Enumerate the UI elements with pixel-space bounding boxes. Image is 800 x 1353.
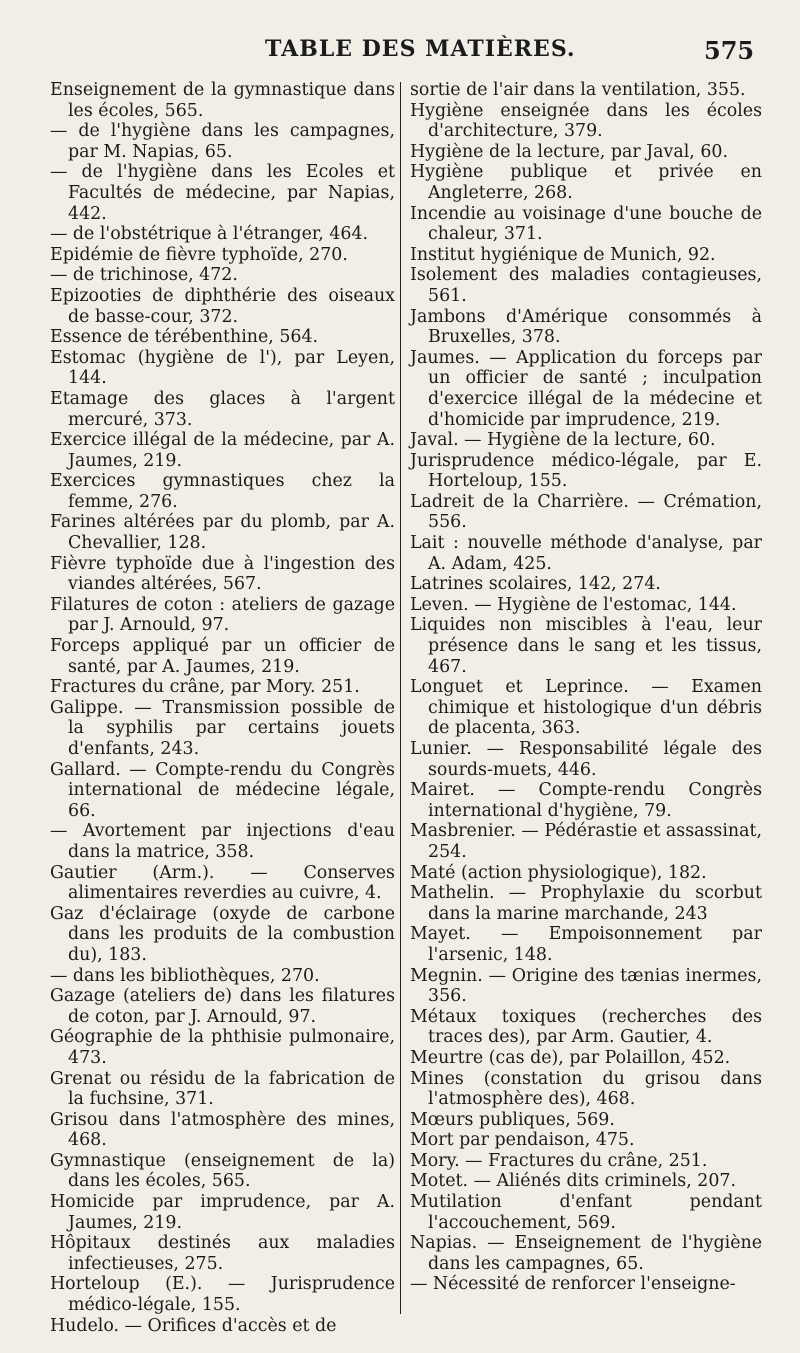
index-entry: Jaumes. — Application du forceps par un officier de santé ; inculpation d'exercice illégal de la médecine et d'homicide par imprudence, 219. [410, 347, 762, 430]
index-entry: Mutilation d'enfant pendant l'accouchement, 569. [410, 1192, 762, 1233]
index-entry: Motet. — Aliénés dits criminels, 207. [410, 1171, 736, 1192]
index-entry: Enseignement de la gymnastique dans les écoles, 565. [50, 80, 395, 121]
index-entry: sortie de l'air dans la ventilation, 355. [410, 80, 746, 100]
index-entry: Javal. — Hygiène de la lecture, 60. [410, 430, 716, 451]
index-entry: Mathelin. — Prophylaxie du scorbut dans la marine marchande, 243 [410, 883, 762, 924]
index-entry: Essence de térébenthine, 564. [50, 327, 319, 348]
index-entry: Latrines scolaires, 142, 274. [410, 574, 661, 595]
index-entry: Masbrenier. — Pédérastie et assassinat, 254. [410, 821, 762, 862]
index-entry: Forceps appliqué par un officier de santé, par A. Jaumes, 219. [50, 636, 395, 677]
index-entry: — Avortement par injections d'eau dans la matrice, 358. [50, 821, 395, 862]
index-entry: — Nécessité de renforcer l'enseigne- [410, 1274, 736, 1295]
index-entry: Gymnastique (enseignement de la) dans les écoles, 565. [50, 1150, 395, 1192]
index-entry: Grisou dans l'atmosphère des mines, 468. [50, 1109, 395, 1151]
index-entry: — dans les bibliothèques, 270. [50, 965, 320, 986]
index-entry: Gazage (ateliers de) dans les filatures de coton, par J. Arnould, 97. [50, 986, 395, 1027]
left-column [50, 80, 395, 1336]
index-entry: Fractures du crâne, par Mory. 251. [50, 677, 360, 698]
index-entry: Grenat ou résidu de la fabrication de la fuchsine, 371. [50, 1068, 395, 1110]
index-entry: — de l'hygiène dans les Ecoles et Facultés de médecine, par Napias, 442. [50, 162, 395, 224]
index-entry: — de l'obstétrique à l'étranger, 464. [50, 224, 369, 245]
index-entry: — de trichinose, 472. [50, 265, 238, 286]
index-entry: Métaux toxiques (recherches des traces des), par Arm. Gautier, 4. [410, 1006, 762, 1048]
index-entry: Epizooties de diphthérie des oiseaux de basse-cour, 372. [50, 285, 395, 327]
index-entry: Filatures de coton : ateliers de gazage par J. Arnould, 97. [50, 594, 395, 636]
index-entry: Mœurs publiques, 569. [410, 1109, 615, 1130]
index-entry: Mines (constation du grisou dans l'atmosphère des), 468. [410, 1068, 762, 1110]
index-entry: Incendie au voisinage d'une bouche de chaleur, 371. [410, 203, 762, 245]
index-entry: Megnin. — Origine des tænias inermes, 356. [410, 965, 762, 1007]
index-entry: Géographie de la phthisie pulmonaire, 473. [50, 1027, 395, 1068]
index-entry: Institut hygiénique de Munich, 92. [410, 244, 716, 265]
index-entry: Leven. — Hygiène de l'estomac, 144. [410, 594, 737, 615]
index-entry: Isolement des maladies contagieuses, 561. [410, 265, 762, 306]
index-entry: Meurtre (cas de), par Polaillon, 452. [410, 1047, 731, 1068]
index-entry: Exercices gymnastiques chez la femme, 276. [50, 471, 395, 512]
index-entry: Maté (action physiologique), 182. [410, 862, 707, 883]
page-number: 575 [704, 36, 755, 65]
page-header [0, 30, 800, 70]
index-entry: Lait : nouvelle méthode d'analyse, par A. Adam, 425. [410, 533, 762, 574]
index-entry: Exercice illégal de la médecine, par A. Jaumes, 219. [50, 430, 395, 471]
index-entry: Estomac (hygiène de l'), par Leyen, 144. [50, 347, 395, 389]
index-entry: Ladreit de la Charrière. — Crémation, 556. [410, 491, 762, 533]
index-entry: Farines altérées par du plomb, par A. Chevallier, 128. [50, 512, 395, 554]
index-entry: Galippe. — Transmission possible de la syphilis par certains jouets d'enfants, 243. [50, 697, 395, 759]
index-entry: Mairet. — Compte-rendu Congrès international d'hygiène, 79. [410, 780, 762, 821]
index-entry: Homicide par imprudence, par A. Jaumes, 219. [50, 1192, 395, 1233]
right-column [410, 80, 762, 1295]
index-entry: Jambons d'Amérique consommés à Bruxelles, 378. [410, 306, 762, 348]
index-entry: Jurisprudence médico-légale, par E. Horteloup, 155. [410, 450, 762, 492]
index-entry: Gallard. — Compte-rendu du Congrès international de médecine légale, 66. [50, 759, 395, 821]
index-entry: Hôpitaux destinés aux maladies infectieuses, 275. [50, 1233, 395, 1274]
index-entry: Hygiène de la lecture, par Javal, 60. [410, 141, 728, 162]
index-entry: Napias. — Enseignement de l'hygiène dans les campagnes, 65. [410, 1233, 762, 1274]
index-entry: — de l'hygiène dans les campagnes, par M. Napias, 65. [50, 121, 395, 162]
index-entry: Gautier (Arm.). — Conserves alimentaires reverdies au cuivre, 4. [50, 862, 395, 904]
index-entry: Etamage des glaces à l'argent mercuré, 373. [50, 388, 395, 430]
index-entry: Mort par pendaison, 475. [410, 1130, 635, 1151]
index-entry: Liquides non miscibles à l'eau, leur présence dans le sang et les tissus, 467. [410, 615, 762, 677]
index-entry: Hudelo. — Orifices d'accès et de [50, 1315, 337, 1336]
index-entry: Epidémie de fièvre typhoïde, 270. [50, 244, 348, 265]
index-entry: Mayet. — Empoisonnement par l'arsenic, 148. [410, 924, 762, 965]
index-entry: Fièvre typhoïde due à l'ingestion des viandes altérées, 567. [50, 553, 395, 595]
index-entry: Hygiène publique et privée en Angleterre, 268. [410, 162, 762, 203]
index-entry: Horteloup (E.). — Jurisprudence médico-légale, 155. [50, 1274, 395, 1316]
index-entry: Longuet et Leprince. — Examen chimique et histologique d'un débris de placenta, 363. [410, 677, 762, 739]
index-entry: Hygiène enseignée dans les écoles d'architecture, 379. [410, 100, 762, 142]
column-divider [400, 82, 401, 1314]
index-entry: Mory. — Fractures du crâne, 251. [410, 1150, 708, 1171]
index-entry: Lunier. — Responsabilité légale des sourds-muets, 446. [410, 739, 762, 780]
index-entry: Gaz d'éclairage (oxyde de carbone dans les produits de la combustion du), 183. [50, 903, 395, 965]
header-title: TABLE DES MATIÈRES. [265, 36, 576, 62]
